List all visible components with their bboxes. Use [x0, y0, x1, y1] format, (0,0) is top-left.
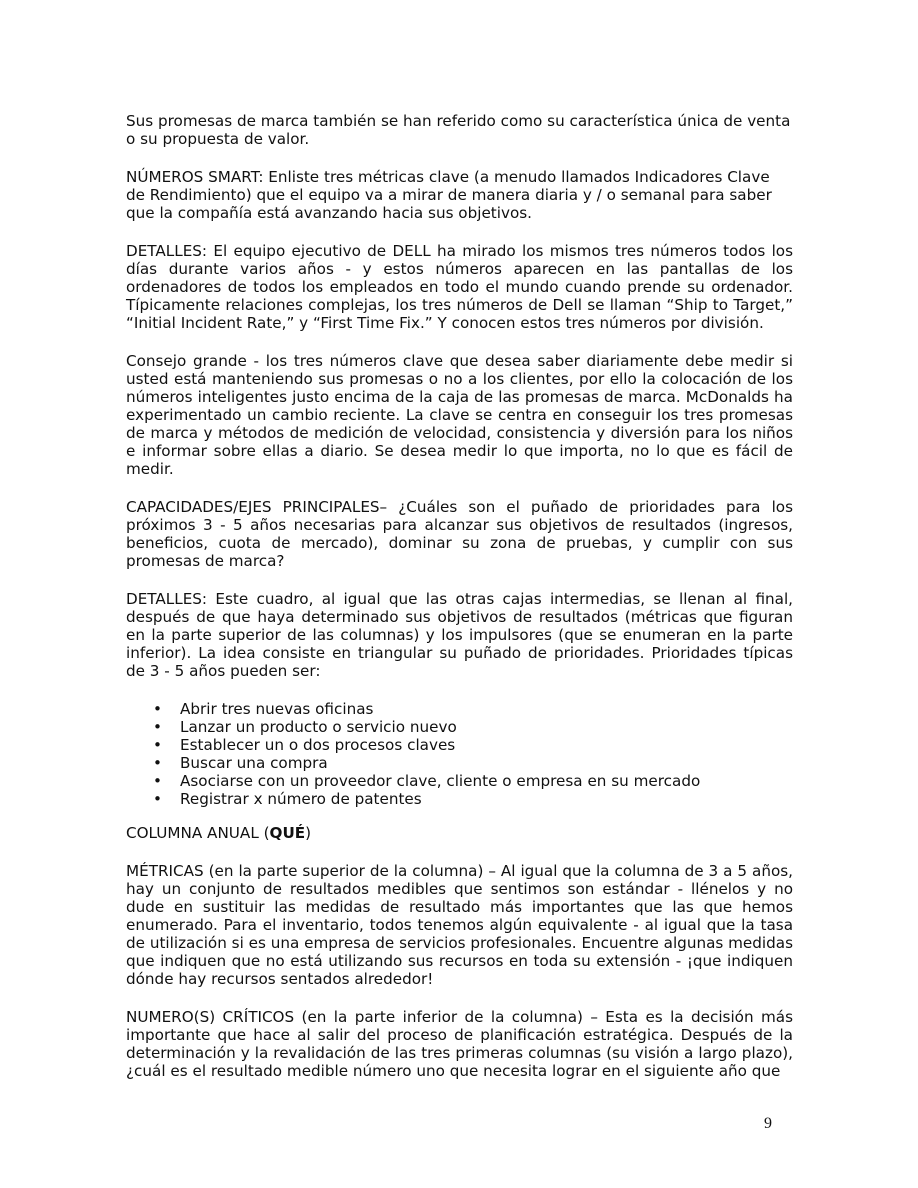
bullet-icon: •	[153, 772, 162, 790]
paragraph-capabilities: CAPACIDADES/EJES PRINCIPALES– ¿Cuáles son el puñado de prioridades para los próximos 3 - 5 años necesarias para alcanzar sus objetivos de resultados (ingresos, beneficios, cuota de mercado), dominar su zona de pruebas, y cumplir con sus promesas de marca?	[126, 498, 793, 570]
paragraph-metrics: MÉTRICAS (en la parte superior de la columna) – Al igual que la columna de 3 a 5 años, hay un conjunto de resultados medibles que sentimos son estándar - llénelos y no dude en sustituir las medidas de resultado más importantes que las que hemos enumerado. Para el inventario, todos tenemos algún equivalente - al igual que la tasa de utilización si es una empresa de servicios profesionales. Encuentre algunas medidas que indiquen que no está utilizando sus recursos en toda su extensión - ¡que indiquen dónde hay recursos sentados alrededor!	[126, 862, 793, 988]
section-heading-annual-column	[126, 824, 793, 842]
list-item-text: Lanzar un producto o servicio nuevo	[180, 718, 457, 736]
document-body	[126, 112, 793, 1100]
bullet-icon: •	[153, 754, 162, 772]
bullet-icon: •	[153, 718, 162, 736]
paragraph-big-tip: Consejo grande - los tres números clave que desea saber diariamente debe medir si usted está manteniendo sus promesas o no a los clientes, por ello la colocación de los números inteligentes justo encima de la caja de las promesas de marca. McDonalds ha experimentado un cambio reciente. La clave se centra en conseguir los tres promesas de marca y métodos de medición de velocidad, consistencia y diversión para los niños e informar sobre ellas a diario. Se desea medir lo que importa, no lo que es fácil de medir.	[126, 352, 793, 478]
paragraph-critical-numbers: NUMERO(S) CRÍTICOS (en la parte inferior de la columna) – Esta es la decisión más importante que hace al salir del proceso de planificación estratégica. Después de la determinación y la revalidación de las tres primeras columnas (su visión a largo plazo), ¿cuál es el resultado medible número uno que necesita lograr en el siguiente año que	[126, 1008, 793, 1080]
bullet-icon: •	[153, 700, 162, 718]
paragraph-brand-promise: Sus promesas de marca también se han referido como su característica única de venta o su propuesta de valor.	[126, 112, 791, 148]
list-item	[126, 790, 793, 808]
paragraph-smart-numbers: NÚMEROS SMART: Enliste tres métricas clave (a menudo llamados Indicadores Clave de Rendimiento) que el equipo va a mirar de manera diaria y / o semanal para saber que la compañía está avanzando hacia sus objetivos.	[126, 168, 772, 222]
list-item	[126, 736, 793, 754]
heading-bold: QUÉ	[269, 824, 306, 842]
list-item-text: Buscar una compra	[180, 754, 328, 772]
paragraph-capabilities-details: DETALLES: Este cuadro, al igual que las otras cajas intermedias, se llenan al final, después de que haya determinado sus objetivos de resultados (métricas que figuran en la parte superior de las columnas) y los impulsores (que se enumeran en la parte inferior). La idea consiste en triangular su puñado de prioridades. Prioridades típicas de 3 - 5 años pueden ser:	[126, 590, 793, 680]
list-item-text: Registrar x número de patentes	[180, 790, 422, 808]
bullet-icon: •	[153, 736, 162, 754]
list-item-text: Abrir tres nuevas oficinas	[180, 700, 374, 718]
page-number: 9	[764, 1115, 772, 1132]
list-item	[126, 772, 793, 790]
heading-suffix: )	[305, 824, 312, 842]
bullet-icon: •	[153, 790, 162, 808]
list-item-text: Establecer un o dos procesos claves	[180, 736, 456, 754]
list-item	[126, 718, 793, 736]
list-item-text: Asociarse con un proveedor clave, cliente o empresa en su mercado	[180, 772, 701, 790]
paragraph-dell-details: DETALLES: El equipo ejecutivo de DELL ha mirado los mismos tres números todos los días durante varios años - y estos números aparecen en las pantallas de los ordenadores de todos los empleados en todo el mundo cuando prende su ordenador. Típicamente relaciones complejas, los tres números de Dell se llaman “Ship to Target,” “Initial Incident Rate,” y “First Time Fix.” Y conocen estos tres números por división.	[126, 242, 793, 332]
priorities-list	[126, 700, 793, 808]
list-item	[126, 754, 793, 772]
heading-prefix: COLUMNA ANUAL (	[126, 824, 270, 842]
list-item	[126, 700, 793, 718]
